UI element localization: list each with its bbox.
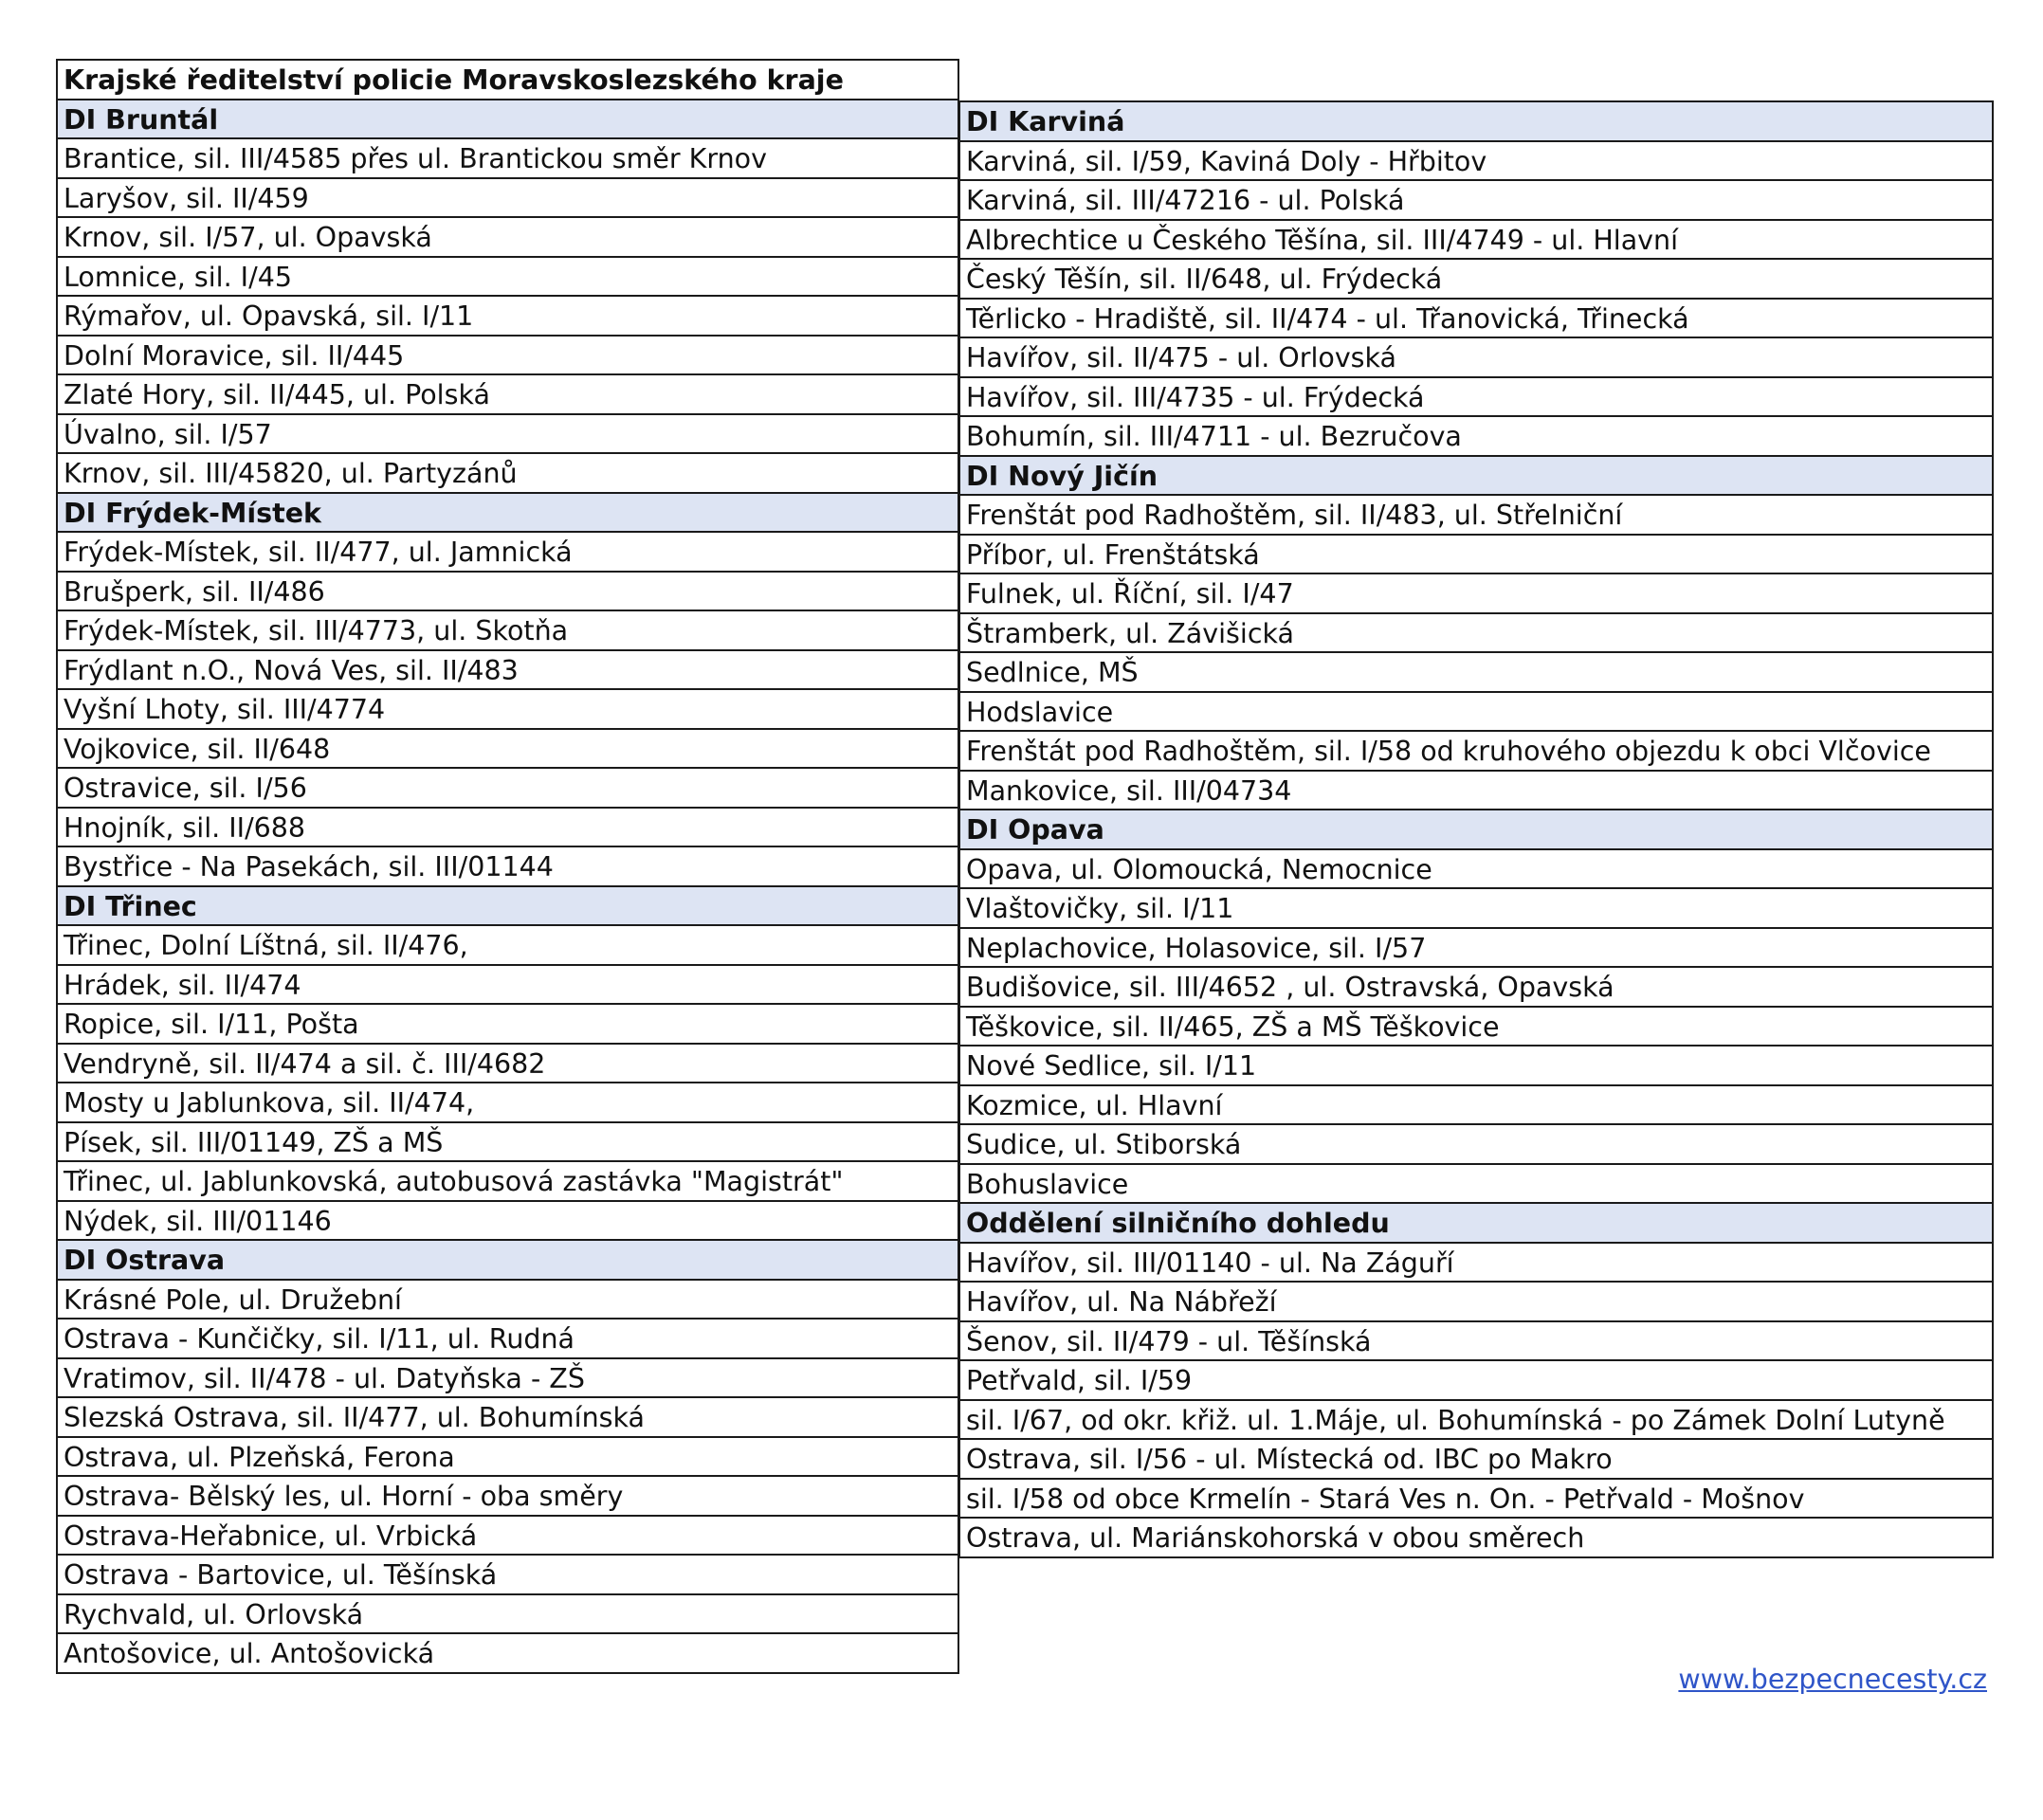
table-row: Ostrava - Kunčičky, sil. I/11, ul. Rudná [56,1318,959,1359]
table-row: Rýmařov, ul. Opavská, sil. I/11 [56,295,959,337]
table-row: Ostrava, ul. Mariánskohorská v obou směrech [958,1517,1994,1558]
table-row: Ropice, sil. I/11, Pošta [56,1003,959,1045]
table-row: Frýdek-Místek, sil. III/4773, ul. Skotňa [56,610,959,651]
table-row: Vlaštovičky, sil. I/11 [958,887,1994,929]
table-row: Vendryně, sil. II/474 a sil. č. III/4682 [56,1043,959,1084]
table-row: Ostrava-Heřabnice, ul. Vrbická [56,1515,959,1556]
table-row: Nové Sedlice, sil. I/11 [958,1045,1994,1086]
table-row: Lomnice, sil. I/45 [56,256,959,298]
table-row: Karviná, sil. III/47216 - ul. Polská [958,179,1994,221]
table-row: Vyšní Lhoty, sil. III/4774 [56,688,959,730]
table-row: Štramberk, ul. Závišická [958,612,1994,654]
table-row: Albrechtice u Českého Těšína, sil. III/4749 - ul. Hlavní [958,219,1994,261]
table-row: Ostravice, sil. I/56 [56,767,959,809]
table-row: Antošovice, ul. Antošovická [56,1632,959,1674]
section-header: DI Opava [958,809,1994,850]
table-row: Karviná, sil. I/59, Kaviná Doly - Hřbitov [958,140,1994,182]
table-row: Sedlnice, MŠ [958,651,1994,693]
table-row: Písek, sil. III/01149, ZŠ a MŠ [56,1121,959,1163]
table-row: Havířov, sil. III/4735 - ul. Frýdecká [958,376,1994,418]
table-row: Ostrava, sil. I/56 - ul. Místecká od. IBC po Makro [958,1438,1994,1480]
table-row: Hnojník, sil. II/688 [56,807,959,848]
table-row: sil. I/67, od okr. křiž. ul. 1.Máje, ul. Bohumínská - po Zámek Dolní Lutyně [958,1399,1994,1441]
section-header: DI Frýdek-Místek [56,492,959,534]
table-row: Mosty u Jablunkova, sil. II/474, [56,1082,959,1123]
table-row: Vojkovice, sil. II/648 [56,728,959,770]
table-row: Slezská Ostrava, sil. II/477, ul. Bohumínská [56,1396,959,1438]
table-row: Frenštát pod Radhoštěm, sil. II/483, ul. Střelniční [958,494,1994,536]
table-row: Neplachovice, Holasovice, sil. I/57 [958,927,1994,969]
table-row: Laryšov, sil. II/459 [56,177,959,219]
table-row: Hrádek, sil. II/474 [56,964,959,1006]
table-row: Mankovice, sil. III/04734 [958,770,1994,811]
table-row: sil. I/58 od obce Krmelín - Stará Ves n. On. - Petřvald - Mošnov [958,1478,1994,1520]
table-row: Sudice, ul. Stiborská [958,1123,1994,1165]
table-row: Brušperk, sil. II/486 [56,571,959,612]
table-row: Zlaté Hory, sil. II/445, ul. Polská [56,373,959,415]
table-row: Frenštát pod Radhoštěm, sil. I/58 od kruhového objezdu k obci Vlčovice [958,730,1994,772]
table-row: Třinec, ul. Jablunkovská, autobusová zastávka "Magistrát" [56,1160,959,1202]
table-row: Úvalno, sil. I/57 [56,413,959,455]
table-row: Budišovice, sil. III/4652 , ul. Ostravská, Opavská [958,966,1994,1008]
table-row: Těrlicko - Hradiště, sil. II/474 - ul. Třanovická, Třinecká [958,298,1994,339]
table-row: Fulnek, ul. Říční, sil. I/47 [958,573,1994,614]
table-row: Petřvald, sil. I/59 [958,1359,1994,1401]
table-row: Havířov, ul. Na Nábřeží [958,1281,1994,1322]
table-row: Havířov, sil. III/01140 - ul. Na Záguří [958,1242,1994,1283]
table-row: Bohumín, sil. III/4711 - ul. Bezručova [958,415,1994,457]
section-header: DI Třinec [56,885,959,927]
table-row: Opava, ul. Olomoucká, Nemocnice [958,848,1994,890]
table-row: Havířov, sil. II/475 - ul. Orlovská [958,337,1994,378]
table-row: Ostrava - Bartovice, ul. Těšínská [56,1554,959,1595]
table-row: Rychvald, ul. Orlovská [56,1593,959,1635]
table-row: Dolní Moravice, sil. II/445 [56,335,959,376]
table-row: Nýdek, sil. III/01146 [56,1200,959,1242]
table-row: Brantice, sil. III/4585 přes ul. Brantickou směr Krnov [56,137,959,179]
table-row: Krnov, sil. III/45820, ul. Partyzánů [56,452,959,494]
table-row: Krnov, sil. I/57, ul. Opavská [56,216,959,258]
table-row: Těškovice, sil. II/465, ZŠ a MŠ Těškovice [958,1006,1994,1047]
left-table [56,59,959,1674]
table-row: Šenov, sil. II/479 - ul. Těšínská [958,1320,1994,1362]
section-header: Oddělení silničního dohledu [958,1202,1994,1244]
table-row: Bohuslavice [958,1163,1994,1205]
table-row: Český Těšín, sil. II/648, ul. Frýdecká [958,258,1994,300]
table-row: Třinec, Dolní Líštná, sil. II/476, [56,924,959,966]
table-row: Ostrava- Bělský les, ul. Horní - oba směry [56,1475,959,1517]
table-row: Frýdlant n.O., Nová Ves, sil. II/483 [56,649,959,691]
table-row: Ostrava, ul. Plzeňská, Ferona [56,1436,959,1478]
section-header: DI Bruntál [56,99,959,140]
section-header: DI Nový Jičín [958,455,1994,497]
section-header: DI Karviná [958,100,1994,142]
website-link[interactable]: www.bezpecnecesty.cz [1678,1664,1987,1695]
table-row: Hodslavice [958,691,1994,733]
right-table [958,100,1994,1558]
table-row: Příbor, ul. Frenštátská [958,534,1994,575]
table-row: Krásné Pole, ul. Družební [56,1279,959,1320]
table-row: Vratimov, sil. II/478 - ul. Datyňska - ZŠ [56,1357,959,1399]
table-row: Frýdek-Místek, sil. II/477, ul. Jamnická [56,531,959,573]
table-row: Bystřice - Na Pasekách, sil. III/01144 [56,846,959,887]
table-title: Krajské ředitelství policie Moravskoslezského kraje [56,59,959,100]
section-header: DI Ostrava [56,1239,959,1281]
table-row: Kozmice, ul. Hlavní [958,1084,1994,1126]
